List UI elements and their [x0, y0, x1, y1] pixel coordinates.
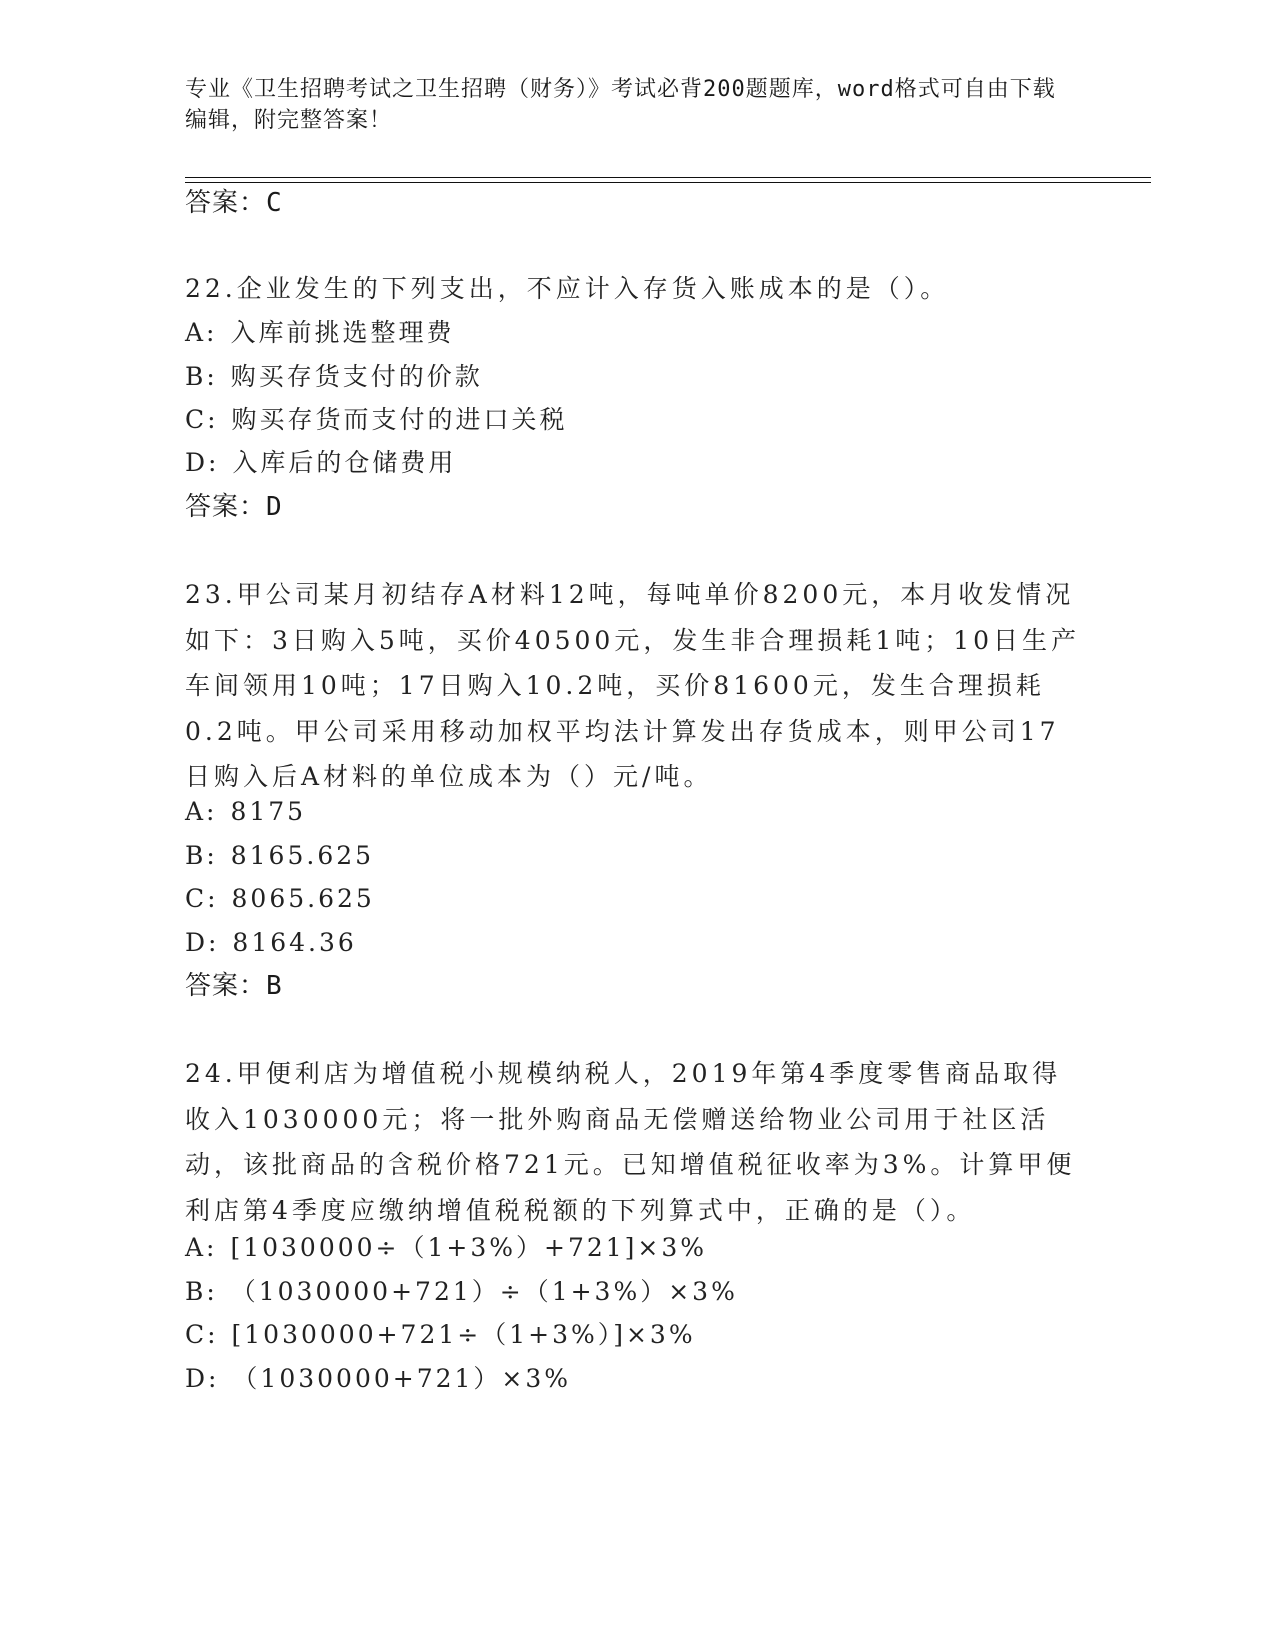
question-24-option-d [185, 1362, 571, 1396]
option-letter: D: [185, 448, 220, 477]
option-text: 8065.625 [231, 884, 375, 913]
question-23-text: 23.甲公司某月初结存A材料12吨，每吨单价8200元，本月收发情况如下：3日购入5吨，买价40500元，发生非合理损耗1吨；10日生产车间领用10吨；17日购入10.2吨，买价81600元，发生合理损耗0.2吨。甲公司采用移动加权平均法计算发出存货成本，则甲公司17日购入后A材料的单位成本为（）元/吨。 [185, 580, 1081, 791]
answer-value: C [266, 188, 283, 218]
question-23-option-d [185, 926, 357, 960]
question-23-option-b [185, 839, 374, 873]
question-24-option-c [185, 1318, 696, 1352]
option-letter: A: [185, 797, 218, 826]
document-intro: 专业《卫生招聘考试之卫生招聘（财务）》考试必背200题题库，word格式可自由下载编辑，附完整答案！ [185, 77, 1056, 133]
option-text: 购买存货而支付的进口关税 [231, 405, 568, 434]
question-22-option-d [185, 446, 456, 480]
question-22-option-b [185, 360, 483, 394]
option-letter: B: [185, 362, 218, 391]
question-24-text: 24.甲便利店为增值税小规模纳税人，2019年第4季度零售商品取得收入1030000元；将一批外购商品无偿赠送给物业公司用于社区活动，该批商品的含税价格721元。已知增值税征收率为3%。计算甲便利店第4季度应缴纳增值税税额的下列算式中，正确的是（）。 [185, 1059, 1076, 1225]
option-letter: C: [185, 1320, 219, 1349]
option-letter: C: [185, 405, 219, 434]
option-letter: A: [185, 318, 218, 347]
option-text: 入库后的仓储费用 [232, 448, 457, 477]
option-letter: D: [185, 1364, 220, 1393]
answer-q21 [185, 186, 283, 220]
option-text: 购买存货支付的价款 [230, 362, 483, 391]
option-letter: A: [185, 1233, 218, 1262]
question-23-option-c [185, 882, 375, 916]
option-text: [1030000÷（1+3%）+721]×3% [230, 1233, 708, 1262]
option-text: 8165.625 [230, 841, 375, 870]
option-text: [1030000+721÷（1+3%）]×3% [231, 1320, 696, 1349]
answer-value: B [266, 971, 283, 1001]
answer-label: 答案： [185, 971, 267, 1001]
answer-label: 答案： [185, 188, 267, 218]
answer-q23 [185, 969, 283, 1003]
option-letter: D: [185, 928, 220, 957]
question-22-option-c [185, 403, 568, 437]
option-letter: C: [185, 884, 219, 913]
option-letter: B: [185, 1277, 218, 1306]
option-text: 入库前挑选整理费 [230, 318, 455, 347]
option-letter: B: [185, 841, 218, 870]
header-rule-thick [185, 177, 1151, 178]
question-22-option-a [185, 316, 454, 350]
header-rule-thin [185, 182, 1151, 183]
option-text: 8164.36 [232, 928, 357, 957]
answer-label: 答案： [185, 492, 267, 522]
option-text: （1030000+721）÷（1+3%）×3% [230, 1277, 738, 1306]
question-24-option-a [185, 1231, 707, 1265]
option-text: 8175 [230, 797, 307, 826]
answer-q22 [185, 490, 283, 524]
question-22-text: 22.企业发生的下列支出，不应计入存货入账成本的是（）。 [185, 274, 950, 303]
answer-value: D [266, 492, 283, 522]
question-23-option-a [185, 795, 306, 829]
option-text: （1030000+721）×3% [232, 1364, 572, 1393]
question-24-option-b [185, 1275, 738, 1309]
